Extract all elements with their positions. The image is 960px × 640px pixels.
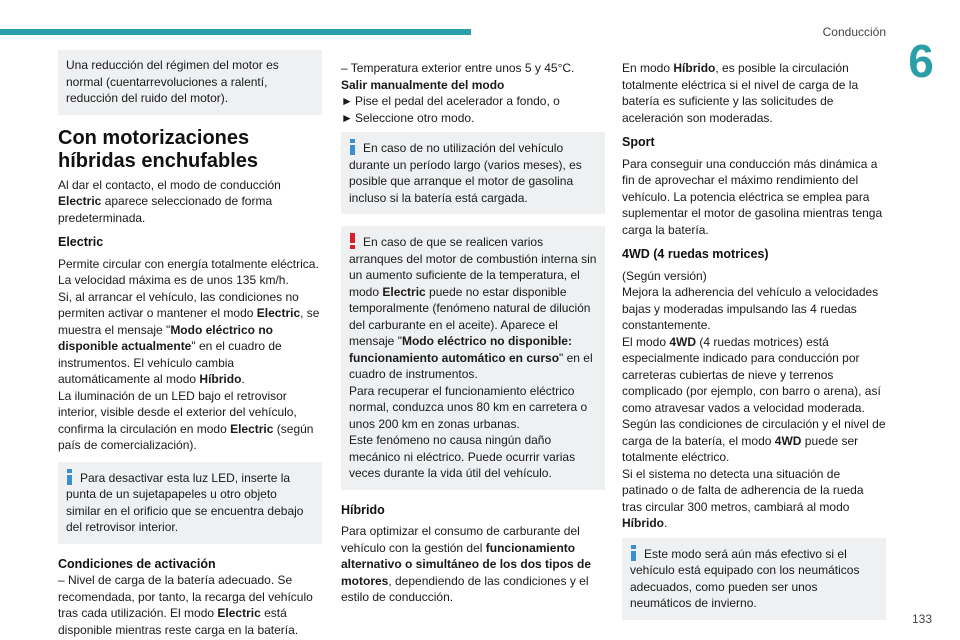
info-led-text: Para desactivar esta luz LED, inserte la punta de un sujetapapeles u otro objeto similar en el orificio que se encuentra debajo del retrovisor interior. — [66, 470, 304, 534]
sport-text: Para conseguir una conducción más dinámica a fin de aprovechar el máximo rendimiento del vehículo. La potencia eléctrica se emplea para suplementar el motor de gasolina mientras tenga carga la batería. — [622, 156, 883, 237]
warning-text-recover: Para recuperar el funcionamiento eléctrico normal, conduzca unos 80 km en carretera o unos 200 km en zonas urbanas. — [349, 383, 588, 431]
4wd-text-3: Según las condiciones de circulación y el nivel de carga de la batería, el modo 4WD puede ser totalmente eléctrico. — [622, 417, 886, 464]
info-box-led — [58, 462, 322, 544]
page-number: 133 — [911, 612, 932, 626]
electric-text-4: La iluminación de un LED bajo el retrovisor interior, visible desde el exterior del vehículo, confirma la circulación en modo Electric (según país de comercialización). — [58, 388, 314, 452]
heading-manual-exit: Salir manualmente del modo — [341, 77, 505, 92]
info-box-tyres — [622, 538, 886, 620]
electric-text-2: La velocidad máxima es de unos 135 km/h. — [58, 273, 289, 287]
intro-paragraph: Al dar el contacto, el modo de conducción Electric aparece seleccionado de forma predeterminada. — [58, 177, 281, 225]
arrow-icon: ► — [341, 94, 353, 108]
info-icon — [66, 469, 74, 485]
section-heading: Con motorizaciones híbridas enchufables — [58, 126, 259, 172]
column-1 — [58, 50, 322, 638]
hybrid-text: Para optimizar el consumo de carburante del vehículo con la gestión del funcionamiento alternativo o simultáneo de los dos tipos de motores, dependiendo de las condiciones y el estilo de conducción. — [341, 524, 592, 604]
4wd-text-4: Si el sistema no detecta una situación de patinado o de falta de adherencia de la rueda tras circular 300 metros, cambiará al modo Híbrido. — [622, 466, 864, 530]
heading-sport: Sport — [622, 135, 655, 149]
info-icon — [349, 139, 357, 155]
4wd-text-2: El modo 4WD (4 ruedas motrices) está especialmente indicado para conducción por carreteras cubiertas de nieve y terrenos complicado (por ejemplo, con barro o arena), así como atravesar vados a velocidad moderada. — [622, 334, 881, 415]
electric-text-3: Si, al arrancar el vehículo, las condiciones no permiten activar o mantener el modo Electric, se muestra el mensaje "Modo eléctrico no disponible actualmente" en el cuadro de instrumentos. El vehículo cambia automáticamente al modo Híbrido. — [58, 289, 320, 386]
info-tyres-text: Este modo será aún más efectivo si el vehículo está equipado con los neumáticos adecuados, como pueden ser unos neumáticos de invierno. — [630, 546, 860, 610]
section-title: Conducción — [822, 25, 886, 39]
condition-item-2: – Temperatura exterior entre unos 5 y 45°C. — [341, 61, 575, 75]
header-accent-bar — [0, 29, 471, 35]
electric-text-1: Permite circular con energía totalmente eléctrica. — [58, 256, 319, 271]
heading-4wd: 4WD (4 ruedas motrices) — [622, 247, 769, 261]
chapter-number: 6 — [908, 35, 934, 87]
warning-box: En caso de que se realicen varios arranques del motor de combustión interna sin un aumento suficiente de la temperatura, el modo Electric puede no estar disponible temporalmente (fenómeno natural de dilución del carburante en el aceite). Aparece el mensaje "Modo eléctrico no disponible: funcionamiento automático en curso" en el cuadro de instrumentos. Para recuperar el funcionamiento eléctrico normal, conduzca unos 80 km en carretera o unos 200 km en zonas urbanas. Este fenómeno no causa ningún daño mecánico ni eléctrico. Puede ocurrir varias veces durante la vida útil del vehículo. — [341, 226, 605, 490]
heading-electric: Electric — [58, 235, 104, 249]
hybrid-text-2: En modo Híbrido, es posible la circulación totalmente eléctrica si el nivel de carga de la batería es suficiente y las solicitudes de aceleración son moderadas. — [622, 61, 859, 125]
info-box-nonuse — [341, 132, 605, 214]
column-3 — [622, 60, 886, 632]
arrow-icon: ► — [341, 110, 353, 125]
info-nonuse-text: En caso de no utilización del vehículo durante un período largo (varios meses), es posible que arranque el motor de gasolina incluso si la batería está cargada. — [349, 141, 582, 205]
heading-hybrid: Híbrido — [341, 502, 385, 517]
exit-step-1: ► Pise el pedal del acelerador a fondo, o — [341, 94, 560, 108]
note-box-rpm — [58, 50, 322, 115]
condition-item-1: – Nivel de carga de la batería adecuado. Se recomendada, por tanto, la recarga del vehículo tras cada utilización. El modo Electric está disponible mientras reste carga en la batería. — [58, 573, 313, 637]
heading-activation-conditions: Condiciones de activación — [58, 556, 216, 571]
4wd-version: (Según versión) — [622, 268, 707, 283]
exit-step-2: ► Seleccione otro modo. — [341, 110, 475, 125]
4wd-text-1: Mejora la adherencia del vehículo a velocidades bajas y moderadas impulsando las 4 ruedas constantemente. — [622, 285, 879, 332]
note-text: Una reducción del régimen del motor es normal (cuentarrevoluciones a ralentí, reducción del ruido del motor). — [66, 58, 279, 105]
column-2 — [341, 60, 605, 606]
info-icon — [630, 545, 638, 561]
warning-icon — [349, 233, 357, 249]
warning-text-no-damage: Este fenómeno no causa ningún daño mecánico ni eléctrico. Puede ocurrir varias veces durante la vida útil del vehículo. — [349, 433, 576, 480]
